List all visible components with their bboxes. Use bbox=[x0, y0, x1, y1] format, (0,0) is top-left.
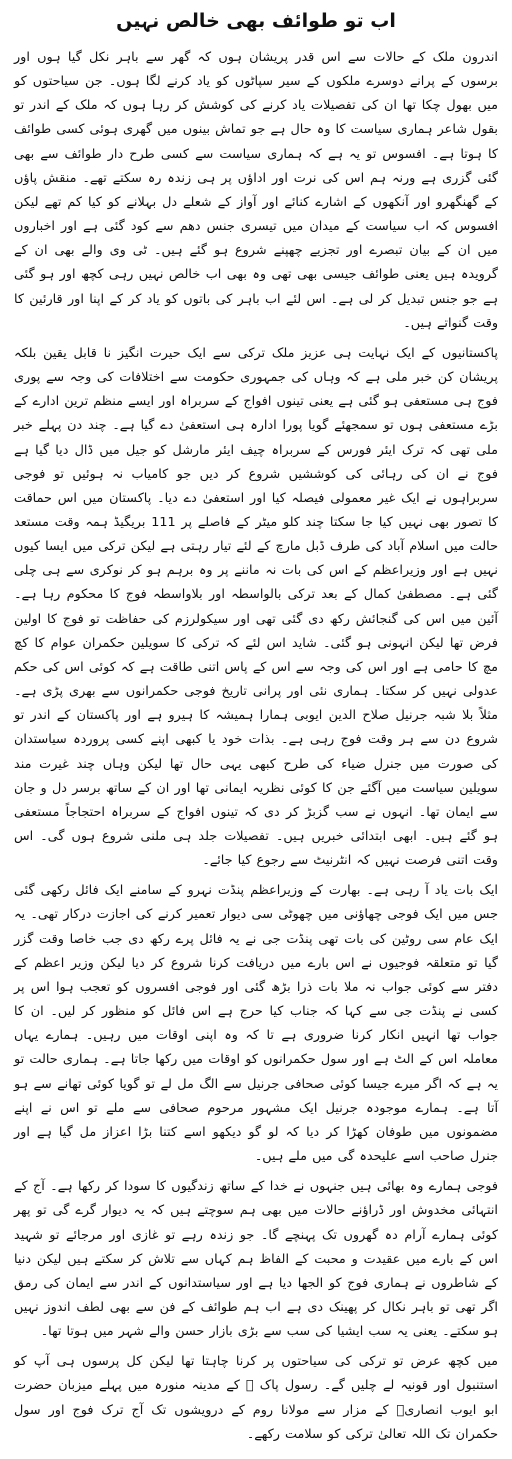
article-paragraph: اندرون ملک کے حالات سے اس قدر پریشان ہوں کہ گھر سے باہر نکل گیا ہوں اور برسوں کے پرانے دوسرے ملکوں کے سیر سپاٹوں کو یاد کرنے لگا ہوں۔ جن سیاحتوں کو میں بھول چکا تھا ان کی تفصیلات یاد کرنے کی کوشش کر رہا ہوں کہ ملک کے اندر تو بقول شاعر ہماری سیاست کا وہ حال ہے جو تماش بینوں میں گھری ہوئی کسی طوائف کا ہوتا ہے۔ افسوس تو یہ ہے کہ ہماری سیاست سے کسی طرح دار طوائف سے بھی گئی گزری ہے ورنہ ہم اس کی نرت اور اداؤں پر ہی زندہ رہ سکتے تھے۔ منقش پاؤں کے گھنگھرو اور آنکھوں کے اشارے کنائے اور آواز کے شعلے دل بہلانے کو کیا کم تھے لیکن افسوس کہ اب سیاست کے میدان میں تیسری جنس دھم سے کود گئی ہے اور اخباروں میں ان کے بیان تبصرے اور تجزیے چھپنے شروع ہو گئے ہیں۔ ٹی وی والے بھی ان کے گرویدہ ہیں یعنی طوائف جیسی بھی تھی وہ بھی اب خالص نہیں رہی کچھ اور ہو گئی ہے جو جنس تبدیل کر لی ہے۔ اس لئے اب باہر کی باتوں کو یاد کر کے اپنا اور قارئین کا وقت گنواتے ہیں۔ bbox=[14, 50, 498, 331]
article-title: اب تو طوائف بھی خالص نہیں bbox=[116, 10, 396, 32]
article-paragraph: ایک بات یاد آ رہی ہے۔ بھارت کے وزیراعظم پنڈت نہرو کے سامنے ایک فائل رکھی گئی جس میں ایک فوجی چھاؤنی میں چھوٹی سی دیوار تعمیر کرنے کی اجازت درکار تھی۔ یہ ایک عام سی روٹین کی بات تھی پنڈت جی نے یہ فائل پرے رکھ دی جب خاصا وقت گزر گیا تو متعلقہ فوجیوں نے اس بارے میں دریافت کرنا شروع کر دیا لیکن وزیر اعظم کے دفتر سے کوئی جواب نہ ملا بات ذرا بڑھ گئی اور فوجی افسروں کو تعجب ہوا اس پر کسی نے پنڈت جی سے کہا کہ جناب کیا حرج ہے اس فائل کو منظور کر لیں۔ ان کا جواب تھا انہیں انکار کرنا ضروری ہے تا کہ وہ اپنی اوقات میں رہیں۔ ہمارے یہاں معاملہ اس کے الٹ ہے اور سول حکمرانوں کو اوقات میں رکھا جاتا ہے۔ ہماری حالت تو یہ ہے کہ اگر میرے جیسا کوئی صحافی جرنیل سے الگ مل لے تو گویا کوئی تھانے سے ہو آتا ہے۔ ہمارے موجودہ جرنیل ایک مشہور مرحوم صحافی سے ملے تو اس نے اپنے مضمونوں میں طوفان کھڑا کر دیا کہ لو گو دیکھو اسے کتنا بڑا اعزاز مل گیا ہے اور جنرل صاحب اسے علیحدہ گی میں ملے ہیں۔ bbox=[14, 883, 498, 1165]
article-paragraph: میں کچھ عرض تو ترکی کی سیاحتوں پر کرنا چاہتا تھا لیکن کل پرسوں ہی آپ کو استنبول اور قونیہ لے چلیں گے۔ رسول پاک ﷺ کے مدینہ منورہ میں پہلے میزبان حضرت ابو ایوب انصاریؓ کے مزار سے مولانا روم کے درویشوں تک آج ترک فوج اور سول حکمران تک اللہ تعالیٰ ترکی کو سلامت رکھے۔ bbox=[14, 1354, 498, 1442]
article-body bbox=[14, 46, 498, 1447]
article-paragraph: پاکستانیوں کے ایک نہایت ہی عزیز ملک ترکی سے ایک حیرت انگیز نا قابل یقین بلکہ پریشان کن خبر ملی ہے کہ وہاں کی جمہوری حکومت سے اختلافات کی وجہ سے پوری فوج ہی مستعفی ہو گئی ہے یعنی تینوں افواج کے سربراہ اور ایسے منظم ترین ادارے کے بڑے مستعفی ہوں تو سمجھئے گویا پورا ادارہ ہی استعفیٰ دے گیا ہے۔ چند دن پہلے خبر ملی تھی کہ ترک ایئر فورس کے سربراہ چیف ایئر مارشل کو جیل میں ڈال دیا گیا ہے فوج نے ان کی رہائی کی کوششیں شروع کر دیں جو کامیاب نہ ہوئیں تو فوجی سربراہوں نے ایک غیر معمولی فیصلہ کیا اور استعفیٰ دے دیا۔ پاکستان میں اس حماقت کا تصور بھی نہیں کیا جا سکتا چند کلو میٹر کے فاصلے پر 111 بریگیڈ ہمہ وقت مستعد حالت میں اسلام آباد کی طرف ڈبل مارچ کے لئے تیار رہتی ہے لیکن ترکی میں ایسا کیوں نہیں ہے اور وزیراعظم کے اس کی بات نہ ماننے پر وہ برہم ہو کر نوکری سے ہی چلی گئی ہے۔ مصطفیٰ کمال کے بعد ترکی بالواسطہ اور بلاواسطہ فوج کا محکوم رہا ہے۔ آئین میں اس کی گنجائش رکھ دی گئی تھی اور سیکولرزم کی حفاظت تو فوج کا اولین فرض تھا لیکن انہونی ہو گئی۔ شاید اس لئے کہ ترکی کا سویلین حکمران عوام کا کچ مچ کا حامی ہے اور اس کی وجہ سے اس کے پاس اتنی طاقت ہے کہ کوئی اس کی حکم عدولی نہیں کر سکتا۔ ہماری نئی اور پرانی تاریخ فوجی حکمرانوں سے بھری پڑی ہے۔ مثلاً بلا شبہ جرنیل صلاح الدین ایوبی ہمارا ہمیشہ کا ہیرو ہے اور پاکستان کے اندر تو شروع دن سے ہر وقت فوج رہی ہے۔ بذات خود یا کبھی اپنے کسی پروردہ سیاستدان کی صورت میں جنرل ضیاء کی طرح کبھی یہی حال تھا لیکن وہاں چند غیرت مند سویلین سیاست میں آگئے جن کا کوئی نظریہ ایمانی تھا اور ان کے ساتھ برسر دل و جان سے ایمان تھا۔ انہوں نے سب گزبڑ کر دی کہ تینوں افواج کے سربراہ احتجاجاً مستعفی ہو گئے ہیں۔ ابھی ابتدائی خبریں ہیں۔ تفصیلات جلد ہی ملنی شروع ہوں گی۔ اس وقت اتنی فرصت نہیں کہ انٹرنیٹ سے رجوع کیا جائے۔ bbox=[14, 345, 498, 869]
article-paragraph: فوجی ہمارے وہ بھائی ہیں جنہوں نے خدا کے ساتھ زندگیوں کا سودا کر رکھا ہے۔ آج کے انتہائی مخدوش اور ڈراؤنے حالات میں بھی ہم سوچتے ہیں کہ یہ دیوار گرے گی تو پھر کوئی ہمارے آرام دہ گھروں تک پہنچے گا۔ جو زندہ رہے تو غازی اور مرجائے تو شہید اس کے بارے میں عقیدت و محبت کے الفاظ ہم کہاں سے تلاش کر سکتے ہیں لیکن دنیا کے شاطروں نے ہماری فوج کو الجھا دیا ہے اور سیاستدانوں کے اندر سے ایمان کی رمق اگر تھی تو باہر نکال کر پھینک دی ہے اب ہم طوائف کے فن سے بھی لطف اندوز نہیں ہو سکتے۔ یعنی یہ سب ایشیا کی سب سے بڑی بازار حسن والے شہر میں ہوتا تھا۔ bbox=[14, 1179, 498, 1340]
